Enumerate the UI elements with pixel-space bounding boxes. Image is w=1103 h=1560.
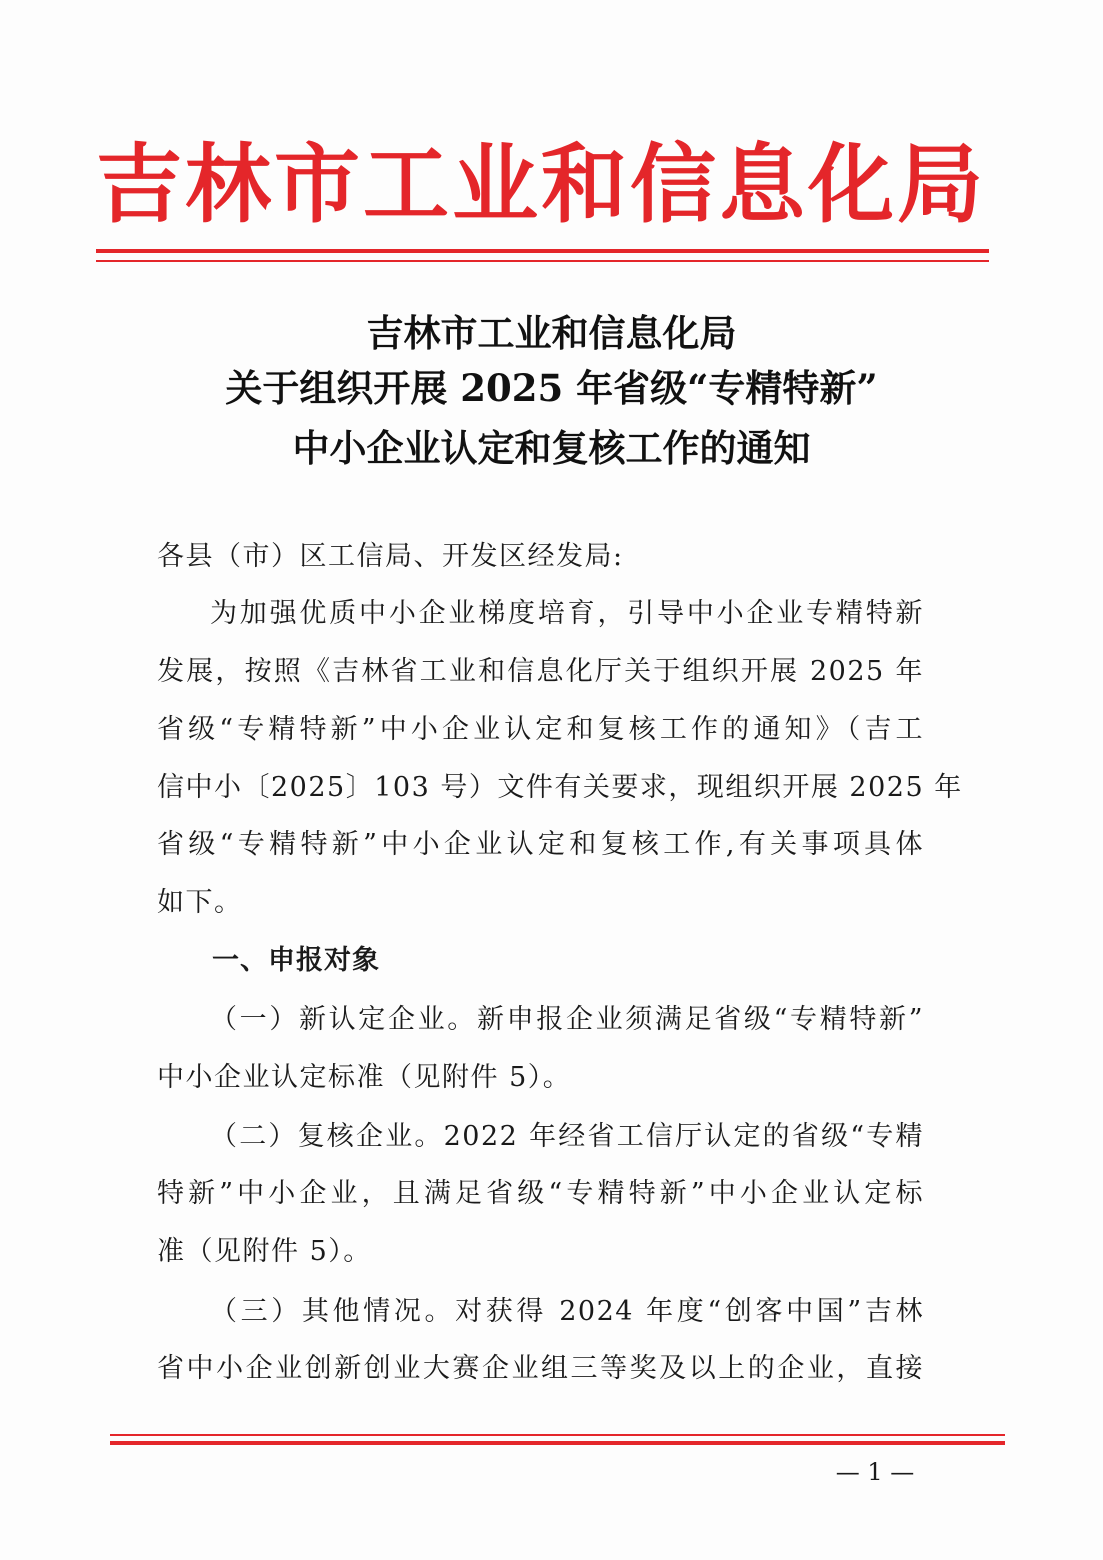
intro-line: 省级“专精特新”中小企业认定和复核工作,有关事项具体 <box>157 829 924 860</box>
item-line: 中小企业认定标准（见附件 5）。 <box>157 1062 572 1093</box>
item-line: 特新”中小企业，且满足省级“专精特新”中小企业认定标 <box>157 1178 924 1209</box>
letterhead-title: 吉林市工业和信息化局 <box>96 134 986 235</box>
salutation: 各县（市）区工信局、开发区经发局: <box>157 541 624 572</box>
intro-line: 发展，按照《吉林省工业和信息化厅关于组织开展 2025 年 <box>157 656 924 687</box>
section-heading: 一、申报对象 <box>212 945 380 976</box>
document-title-line-1: 吉林市工业和信息化局 <box>366 311 737 355</box>
intro-line: 信中小〔2025〕103 号）文件有关要求，现组织开展 2025 年 <box>157 772 963 803</box>
item-line: （三）其他情况。对获得 2024 年度“创客中国”吉林 <box>210 1296 924 1327</box>
intro-line: 为加强优质中小企业梯度培育，引导中小企业专精特新 <box>210 598 924 629</box>
letterhead-red-rule-thin <box>96 260 989 262</box>
footer-red-rule-thin <box>110 1434 1005 1436</box>
document-title-line-2: 关于组织开展 2025 年省级“专精特新” <box>225 366 878 410</box>
item-line: 省中小企业创新创业大赛企业组三等奖及以上的企业，直接 <box>157 1353 924 1384</box>
letterhead-red-rule-thick <box>96 249 989 253</box>
intro-line: 如下。 <box>157 887 243 918</box>
item-line: 准（见附件 5）。 <box>157 1236 372 1267</box>
item-line: （一）新认定企业。新申报企业须满足省级“专精特新” <box>210 1004 924 1035</box>
footer-red-rule-thick <box>110 1441 1005 1445</box>
intro-line: 省级“专精特新”中小企业认定和复核工作的通知》（吉工 <box>157 714 924 745</box>
item-line: （二）复核企业。2022 年经省工信厅认定的省级“专精 <box>210 1121 924 1152</box>
document-title-line-3: 中小企业认定和复核工作的通知 <box>292 426 811 470</box>
page-number: — 1 — <box>835 1458 915 1486</box>
